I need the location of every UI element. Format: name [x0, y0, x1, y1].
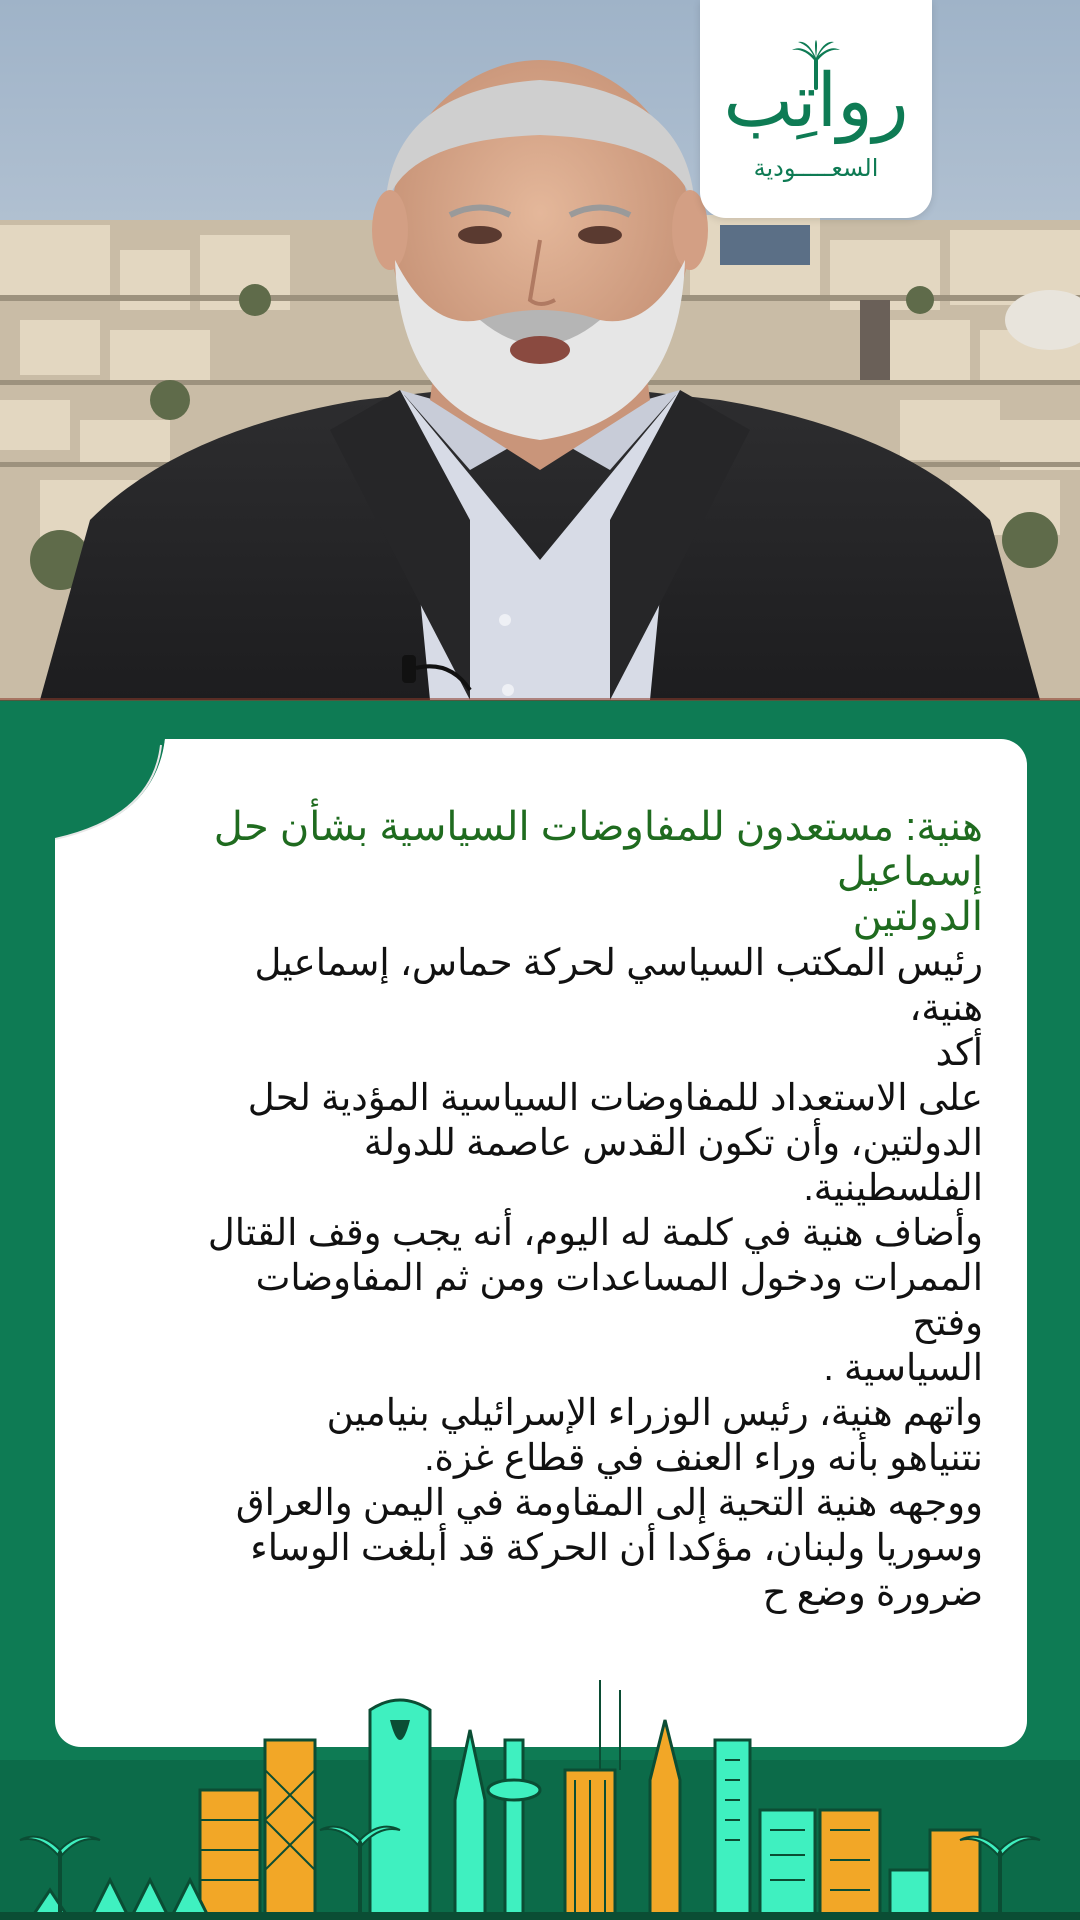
article-card: [55, 739, 1027, 1747]
page-fold-corner: [55, 739, 165, 849]
brand-logo-card: [700, 0, 932, 218]
brand-logo-subtitle: السعـــــودية: [753, 154, 879, 182]
city-skyline-illustration: [0, 1680, 1080, 1920]
article-text: [185, 805, 983, 1615]
brand-logo-wordmark: رواتِب: [723, 58, 909, 144]
article-headline: هنية: مستعدون للمفاوضات السياسية بشأن حل إسماعيل الدولتين: [213, 805, 983, 939]
article-body: رئيس المكتب السياسي لحركة حماس، إسماعيل هنية، أكد على الاستعداد للمفاوضات السياسية المؤدية لحل الدولتين، وأن تكون القدس عاصمة للدولة الفلسطينية. وأضاف هنية في كلمة له اليوم، أنه يجب وقف القتال الممرات ودخول المساعدات ومن ثم المفاوضات وفتح السياسية . واتهم هنية، رئيس الوزراء الإسرائيلي بنيامين نتنياهو بأنه وراء العنف في قطاع غزة. ووجهه هنية التحية إلى المقاومة في اليمن والعراق وسوريا ولبنان، مؤكدا أن الحركة قد أبلغت الوساء ضرورة وضع ح: [207, 942, 983, 1613]
photo-divider: [0, 698, 1080, 701]
